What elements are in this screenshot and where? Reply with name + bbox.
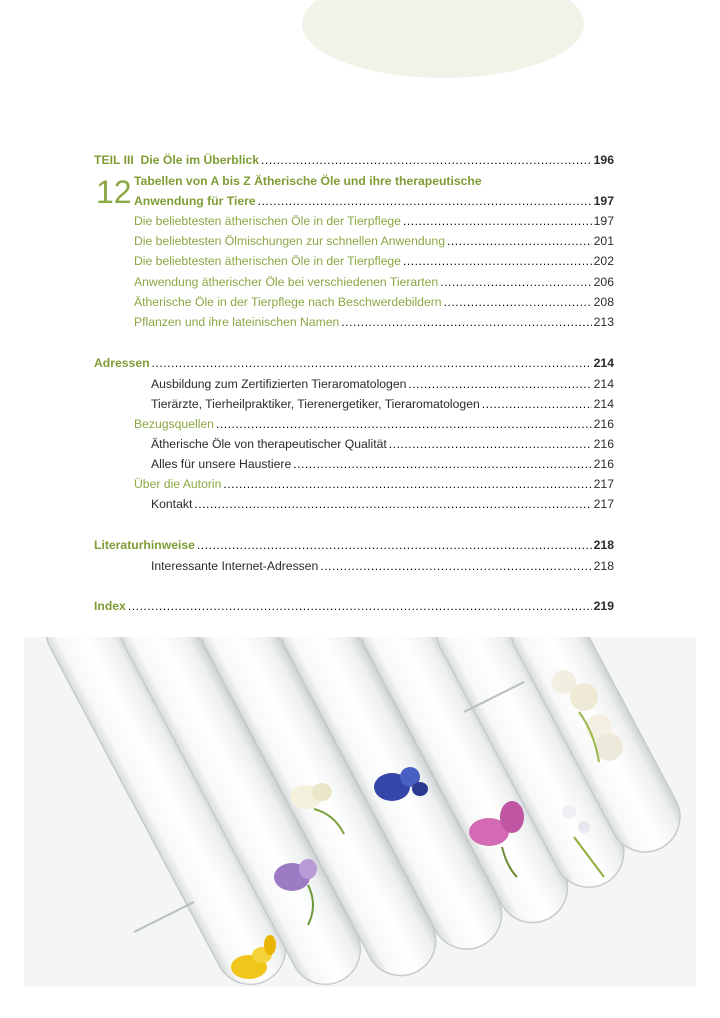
toc-leader [403,253,592,269]
toc-leader [128,598,592,614]
toc-entry-row[interactable] [134,476,614,492]
decorative-oval [302,0,584,78]
toc-chapter-row[interactable] [134,193,614,209]
toc-part-label: TEIL III Die Öle im Überblick [94,153,260,167]
toc-chapter-title-line1[interactable] [134,173,614,189]
toc-leader [482,396,592,412]
toc-entry-label: Kontakt [151,497,193,511]
toc-leader [320,558,591,574]
toc-entry-label: Die beliebtesten Ölmischungen zur schnellen Anwendung [134,234,445,248]
toc-leader [408,376,591,392]
toc-page-number: 218 [593,538,614,552]
chapter-number: 12 [96,174,132,210]
toc-entry-label: Ausbildung zum Zertifizierten Tieraromatologen [151,377,407,391]
toc-page-number: 202 [593,254,614,268]
toc-leader [197,537,592,553]
toc-page-number: 197 [593,194,614,208]
toc-section-row[interactable] [94,598,614,614]
toc-entry-label: Die beliebtesten ätherischen Öle in der Tierpflege [134,254,401,268]
toc-leader [389,436,592,452]
toc-section-row[interactable] [94,537,614,553]
toc-leader [440,274,591,290]
toc-part-row[interactable] [94,152,614,168]
toc-page-number: 216 [593,417,614,431]
toc-leader [403,213,592,229]
toc-entry-row[interactable] [151,456,614,472]
toc-leader [216,416,592,432]
test-tubes-flowers-photo [24,637,696,987]
toc-page-number: 217 [593,497,614,511]
toc-section-label: Index [94,599,126,613]
toc-page-number: 213 [593,315,614,329]
toc-entry-row[interactable] [134,294,614,310]
toc-leader [341,314,591,330]
toc-entry-label: Interessante Internet-Adressen [151,559,319,573]
toc-entry-label: Alles für unsere Haustiere [151,457,292,471]
toc-leader [447,233,592,249]
toc-entry-row[interactable] [134,253,614,269]
toc-entry-row[interactable] [151,496,614,512]
toc-page-number: 206 [593,275,614,289]
toc-entry-row[interactable] [134,213,614,229]
toc-leader [223,476,591,492]
toc-section-label: Literaturhinweise [94,538,195,552]
toc-section-row[interactable] [94,355,614,371]
toc-entry-row[interactable] [134,416,614,432]
toc-section-label: Adressen [94,356,150,370]
toc-entry-label: Über die Autorin [134,477,222,491]
toc-entry-row[interactable] [151,558,614,574]
chapter-title-line2: Anwendung für Tiere [134,194,256,208]
toc-page-number: 218 [593,559,614,573]
toc-entry-label: Ätherische Öle von therapeutischer Qualität [151,437,387,451]
toc-page-number: 214 [593,377,614,391]
toc-leader [293,456,591,472]
toc-leader [261,152,592,168]
toc-page-number: 201 [593,234,614,248]
toc-page-number: 196 [593,153,614,167]
toc-entry-label: Anwendung ätherischer Öle bei verschiedenen Tierarten [134,275,439,289]
toc-page-number: 208 [593,295,614,309]
chapter-title-line1: Tabellen von A bis Z Ätherische Öle und ihre therapeutische [134,174,482,188]
toc-entry-row[interactable] [151,436,614,452]
toc-entry-label: Die beliebtesten ätherischen Öle in der Tierpflege [134,214,401,228]
toc-entry-label: Bezugsquellen [134,417,214,431]
toc-page-number: 219 [593,599,614,613]
toc-leader [194,496,591,512]
toc-entry-row[interactable] [151,376,614,392]
toc-entry-row[interactable] [134,314,614,330]
toc-page-number: 216 [593,437,614,451]
toc-entry-row[interactable] [134,274,614,290]
toc-page-number: 216 [593,457,614,471]
toc-entry-row[interactable] [151,396,614,412]
toc-page-number: 214 [593,397,614,411]
toc-page-number: 214 [593,356,614,370]
toc-entry-label: Ätherische Öle in der Tierpflege nach Beschwerdebildern [134,295,442,309]
toc-leader [152,355,592,371]
toc-entry-label: Tierärzte, Tierheilpraktiker, Tierenergetiker, Tieraromatologen [151,397,480,411]
toc-leader [258,193,592,209]
toc-entry-row[interactable] [134,233,614,249]
toc-leader [444,294,592,310]
toc-page-number: 197 [593,214,614,228]
toc-page-number: 217 [593,477,614,491]
toc-entry-label: Pflanzen und ihre lateinischen Namen [134,315,340,329]
